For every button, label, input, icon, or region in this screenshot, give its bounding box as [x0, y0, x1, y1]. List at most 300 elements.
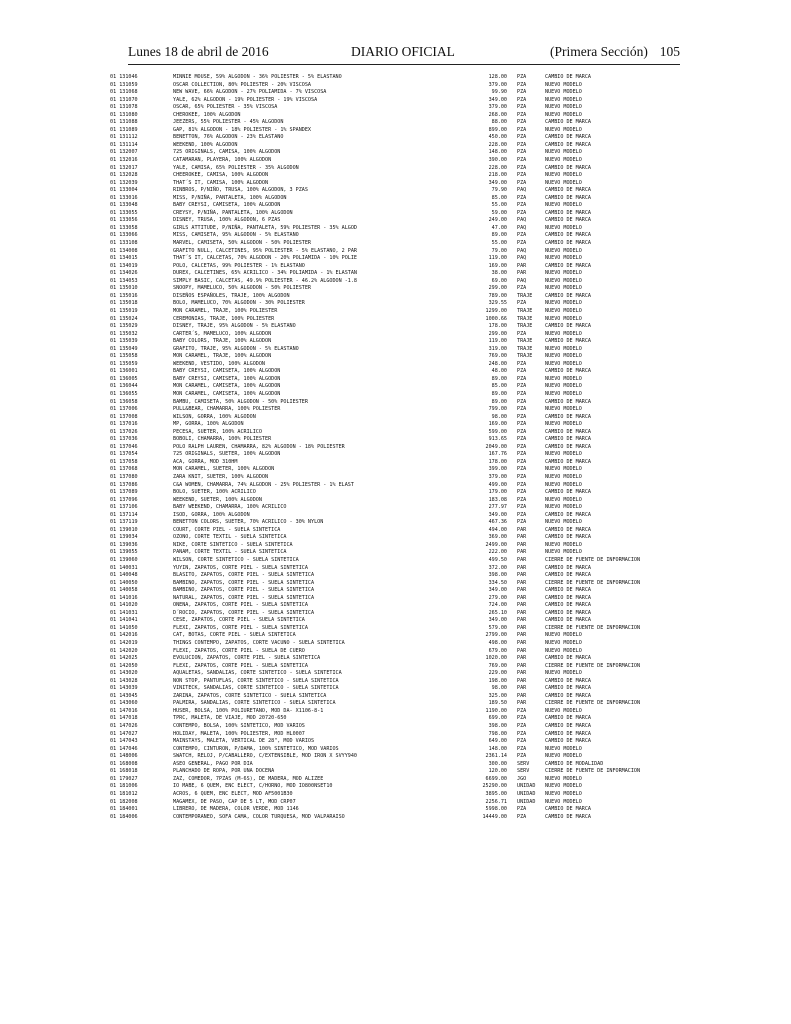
product-description: BOLO, MAMELUCO, 70% ALGODON - 30% POLIESTER — [173, 300, 305, 307]
publication-title: DIARIO OFICIAL — [351, 44, 455, 59]
list-item — [100, 806, 790, 814]
product-description: BENETTON COLORS, SUETER, 70% ACRILICO - 30% NYLON — [173, 519, 324, 526]
observation: CAMBIO DE MARCA — [545, 443, 592, 450]
list-item — [100, 474, 790, 482]
product-code: 01 131070 — [110, 96, 138, 103]
observation: CAMBIO DE MARCA — [545, 368, 592, 375]
observation: CAMBIO DE MARCA — [545, 209, 592, 216]
product-code: 01 133004 — [110, 187, 138, 194]
list-item — [100, 814, 790, 822]
observation: CAMBIO DE MARCA — [545, 398, 592, 405]
product-description: FLEXI, ZAPATOS, CORTE PIEL - SUELA SINTETICA — [173, 662, 308, 669]
product-description: DISEÑOS ESPAÑOLES, TRAJE, 100% ALGODON — [173, 292, 290, 299]
list-item — [100, 74, 790, 82]
product-description: IO MABE, 6 QUEM, ENC ELECT, C/HORNO, MOD IO800NSET10 — [173, 783, 333, 790]
unit: PZA — [517, 111, 527, 118]
product-description: 725 ORIGINALS, CAMISA, 100% ALGODON — [173, 149, 281, 156]
observation: NUEVO MODELO — [545, 466, 582, 473]
price: 25290.00 — [482, 783, 507, 790]
product-description: GRAFITO, TRAJE, 95% ALGODON - 5% ELASTANO — [173, 345, 299, 352]
product-code: 01 137068 — [110, 466, 138, 473]
unit: PZA — [517, 504, 527, 511]
observation: NUEVO MODELO — [545, 745, 582, 752]
list-item — [100, 497, 790, 505]
product-description: GRAFITO NULL, CALCETINES, 95% POLIESTER - 5% ELASTANO, 2 PAR — [173, 247, 358, 254]
unit: PAQ — [517, 217, 527, 224]
product-code: 01 137046 — [110, 443, 138, 450]
unit: PZA — [517, 179, 527, 186]
list-item — [100, 195, 790, 203]
price: 59.00 — [491, 209, 507, 216]
product-code: 01 137006 — [110, 406, 138, 413]
observation: NUEVO MODELO — [545, 285, 582, 292]
unit: PAQ — [517, 255, 527, 262]
unit: PZA — [517, 81, 527, 88]
product-code: 01 147046 — [110, 745, 138, 752]
product-code: 01 134015 — [110, 255, 138, 262]
unit: PZA — [517, 149, 527, 156]
list-item — [100, 632, 790, 640]
price: 148.00 — [488, 149, 507, 156]
list-item — [100, 572, 790, 580]
observation: CIERRE DE FUENTE DE INFORMACION — [545, 557, 641, 563]
unit: TRAJE — [517, 315, 533, 322]
list-item — [100, 82, 790, 90]
product-code: 01 142025 — [110, 655, 138, 662]
observation: NUEVO MODELO — [545, 383, 582, 390]
list-item — [100, 248, 790, 256]
unit: PAR — [517, 624, 527, 631]
product-code: 01 131089 — [110, 126, 138, 133]
product-description: PULL&BEAR, CHAMARRA, 100% POLIESTER — [173, 406, 281, 413]
page-header — [128, 44, 680, 62]
unit: PAR — [517, 647, 527, 654]
price: 55.00 — [491, 202, 507, 209]
price: 85.00 — [491, 383, 507, 390]
unit: PZA — [517, 285, 527, 292]
unit: PAR — [517, 572, 527, 579]
product-code: 01 139036 — [110, 541, 138, 548]
product-code: 01 137089 — [110, 489, 138, 496]
product-description: BAMBU, CAMISETA, 50% ALGODON - 50% POLIESTER — [173, 398, 308, 405]
product-description: BABY COLORS, TRAJE, 100% ALGODON — [173, 338, 272, 345]
price: 169.00 — [488, 262, 507, 269]
unit: PAR — [517, 526, 527, 533]
price: 299.00 — [488, 330, 507, 337]
product-code: 01 139034 — [110, 534, 138, 541]
unit: PZA — [517, 496, 527, 503]
product-code: 01 137016 — [110, 421, 138, 428]
list-item — [100, 761, 790, 769]
product-code: 01 136058 — [110, 398, 138, 405]
observation: CAMBIO DE MARCA — [545, 692, 592, 699]
list-item — [100, 610, 790, 618]
product-description: SIMPLY BASIC, CALCETAS, 49.9% POLIESTER - 46.2% ALGODON -1.8 — [173, 277, 358, 284]
price: 167.76 — [488, 451, 507, 458]
observation: CAMBIO DE MARCA — [545, 119, 592, 126]
product-code: 01 131046 — [110, 74, 138, 80]
list-item — [100, 466, 790, 474]
observation: NUEVO MODELO — [545, 202, 582, 209]
unit: PAR — [517, 602, 527, 609]
product-description: THAT´S IT, CALCETAS, 70% ALGODON - 20% POLIAMIDA - 10% POLIE — [173, 255, 358, 262]
list-item — [100, 655, 790, 663]
observation: CAMBIO DE MARCA — [545, 436, 592, 443]
product-description: ZARINA, ZAPATOS, CORTE SINTETICO - SUELA SINTETICA — [173, 692, 327, 699]
product-code: 01 179027 — [110, 775, 138, 782]
observation: NUEVO MODELO — [545, 670, 582, 677]
observation: NUEVO MODELO — [545, 255, 582, 262]
product-code: 01 184006 — [110, 813, 138, 820]
product-description: DISNEY, TRUSA, 100% ALGODON, 6 PZAS — [173, 217, 281, 224]
observation: CAMBIO DE MARCA — [545, 594, 592, 601]
product-code: 01 132017 — [110, 164, 138, 171]
observation: CAMBIO DE MARCA — [545, 723, 592, 730]
product-description: OZONO, CORTE TEXTIL - SUELA SINTETICA — [173, 534, 287, 541]
product-code: 01 141020 — [110, 602, 138, 609]
price: 300.00 — [488, 760, 507, 767]
price: 14449.00 — [482, 813, 507, 820]
price: 183.08 — [488, 496, 507, 503]
list-item — [100, 255, 790, 263]
product-description: YUYIN, ZAPATOS, CORTE PIEL - SUELA SINTETICA — [173, 564, 308, 571]
observation: NUEVO MODELO — [545, 330, 582, 337]
product-description: OSCAR, 65% POLIESTER - 35% VISCOSA — [173, 104, 278, 111]
product-description: MON CARAMEL, CAMISETA, 100% ALGODON — [173, 390, 281, 397]
observation: NUEVO MODELO — [545, 375, 582, 382]
unit: PZA — [517, 413, 527, 420]
observation: CAMBIO DE MARCA — [545, 187, 592, 194]
unit: PZA — [517, 745, 527, 752]
product-description: COURT, CORTE PIEL - SUELA SINTETICA — [173, 526, 281, 533]
unit: PAR — [517, 685, 527, 692]
product-description: WEEKEND, VESTIDO, 100% ALGODON — [173, 360, 266, 367]
unit: SERV — [517, 768, 530, 775]
unit: PAQ — [517, 247, 527, 254]
product-description: ACROS, 6 QUEM, ENC ELECT, MOD AF5001B30 — [173, 790, 293, 797]
observation: CAMBIO DE MARCA — [545, 338, 592, 345]
unit: PZA — [517, 730, 527, 737]
product-code: 01 142020 — [110, 647, 138, 654]
product-code: 01 137036 — [110, 436, 138, 443]
price: 379.00 — [488, 81, 507, 88]
product-description: MINNIE MOUSE, 59% ALGODON - 36% POLIESTER - 5% ELASTANO — [173, 74, 342, 80]
price-list — [100, 74, 790, 821]
list-item — [100, 240, 790, 248]
list-item — [100, 776, 790, 784]
product-description: DISNEY, TRAJE, 95% ALGODON - 5% ELASTANO — [173, 323, 296, 330]
product-description: NON STOP, PANTUFLAS, CORTE SINTETICO - SUELA SINTETICA — [173, 677, 339, 684]
product-description: BOBOLI, CHAMARRA, 100% POLIESTER — [173, 436, 272, 443]
price: 329.55 — [488, 300, 507, 307]
unit: PZA — [517, 443, 527, 450]
product-code: 01 134026 — [110, 270, 138, 277]
price: 649.00 — [488, 738, 507, 745]
product-description: D´ROCIO, ZAPATOS, CORTE PIEL - SUELA SINTETICA — [173, 609, 315, 616]
price: 789.00 — [488, 292, 507, 299]
price: 222.00 — [488, 549, 507, 556]
list-item — [100, 512, 790, 520]
unit: PZA — [517, 458, 527, 465]
list-item — [100, 368, 790, 376]
list-item — [100, 617, 790, 625]
price: 178.00 — [488, 458, 507, 465]
unit: PZA — [517, 738, 527, 745]
unit: TRAJE — [517, 307, 533, 314]
list-item — [100, 376, 790, 384]
list-item — [100, 399, 790, 407]
observation: NUEVO MODELO — [545, 172, 582, 179]
observation: CIERRE DE FUENTE DE INFORMACION — [545, 579, 641, 586]
observation: CAMBIO DE MARCA — [545, 813, 592, 820]
observation: NUEVO MODELO — [545, 481, 582, 488]
observation: NUEVO MODELO — [545, 798, 582, 805]
product-description: AQUALETAS, SANDALIAS, CORTE SINTETICO - SUELA SINTETICA — [173, 670, 342, 677]
product-description: SNOOPY, MAMELUCO, 50% ALGODON - 50% POLIESTER — [173, 285, 312, 292]
product-code: 01 147016 — [110, 707, 138, 714]
observation: NUEVO MODELO — [545, 353, 582, 360]
product-code: 01 140058 — [110, 587, 138, 594]
observation: NUEVO MODELO — [545, 315, 582, 322]
list-item — [100, 285, 790, 293]
list-item — [100, 217, 790, 225]
product-code: 01 182008 — [110, 798, 138, 805]
list-item — [100, 625, 790, 633]
observation: CIERRE DE FUENTE DE INFORMACION — [545, 662, 641, 669]
price: 85.00 — [491, 194, 507, 201]
unit: PAR — [517, 677, 527, 684]
unit: PZA — [517, 300, 527, 307]
list-item — [100, 549, 790, 557]
price: 399.00 — [488, 466, 507, 473]
product-code: 01 135032 — [110, 330, 138, 337]
list-item — [100, 648, 790, 656]
product-description: PALMIRA, SANDALIAS, CORTE SINTETICO - SUELA SINTETICA — [173, 700, 336, 707]
list-item — [100, 232, 790, 240]
list-item — [100, 414, 790, 422]
price: 89.00 — [491, 390, 507, 397]
product-code: 01 131078 — [110, 104, 138, 111]
unit: PAQ — [517, 224, 527, 231]
observation: NUEVO MODELO — [545, 647, 582, 654]
product-code: 01 134019 — [110, 262, 138, 269]
unit: PZA — [517, 368, 527, 375]
product-code: 01 133016 — [110, 194, 138, 201]
product-description: CEREMONIAS, TRAJE, 100% POLIESTER — [173, 315, 275, 322]
product-description: 725 ORIGINALS, SUETER, 100% ALGODON — [173, 451, 281, 458]
price: 198.00 — [488, 677, 507, 684]
list-item — [100, 338, 790, 346]
product-code: 01 133066 — [110, 232, 138, 239]
list-item — [100, 157, 790, 165]
product-description: MON CARAMEL, SUETER, 100% ALGODON — [173, 466, 275, 473]
price: 769.00 — [488, 353, 507, 360]
product-description: VINITECK, SANDALIAS, CORTE SINTETICO - SUELA SINTETICA — [173, 685, 339, 692]
price: 769.00 — [488, 662, 507, 669]
product-description: WILSON, GORRA, 100% ALGODON — [173, 413, 256, 420]
list-item — [100, 263, 790, 271]
product-code: 01 143060 — [110, 700, 138, 707]
product-description: SWATCH, RELOJ, P/CABALLERO, C/EXTENSIBLE, MOD IRON X SVYY940 — [173, 753, 358, 760]
list-item — [100, 459, 790, 467]
observation: CIERRE DE FUENTE DE INFORMACION — [545, 768, 641, 775]
unit: UNIDAD — [517, 790, 536, 797]
list-item — [100, 451, 790, 459]
product-code: 01 141016 — [110, 594, 138, 601]
unit: PZA — [517, 104, 527, 111]
product-code: 01 133048 — [110, 202, 138, 209]
product-code: 01 135049 — [110, 345, 138, 352]
unit: PZA — [517, 209, 527, 216]
observation: CAMBIO DE MARCA — [545, 587, 592, 594]
observation: CAMBIO DE MARCA — [545, 677, 592, 684]
unit: PAR — [517, 700, 527, 707]
product-code: 01 135039 — [110, 338, 138, 345]
product-description: MON CARAMEL, CAMISETA, 100% ALGODON — [173, 383, 281, 390]
product-description: FLEXI, ZAPATOS, CORTE PIEL - SUELA SINTETICA — [173, 624, 308, 631]
product-code: 01 141041 — [110, 617, 138, 624]
price: 229.00 — [488, 670, 507, 677]
list-item — [100, 768, 790, 776]
list-item — [100, 323, 790, 331]
list-item — [100, 595, 790, 603]
list-item — [100, 406, 790, 414]
product-code: 01 184001 — [110, 806, 138, 813]
product-code: 01 143020 — [110, 670, 138, 677]
list-item — [100, 783, 790, 791]
price: 467.36 — [488, 519, 507, 526]
price: 79.00 — [491, 247, 507, 254]
product-description: BABY WEEKEND, CHAMARRA, 100% ACRILICO — [173, 504, 287, 511]
product-description: ASEO GENERAL, PAGO POR DIA — [173, 760, 253, 767]
price: 325.00 — [488, 692, 507, 699]
product-description: BABY CREYSI, CAMISETA, 100% ALGODON — [173, 375, 281, 382]
product-description: HOLIDAY, MALETA, 100% POLIESTER, MOD HL0007 — [173, 730, 305, 737]
unit: PAR — [517, 587, 527, 594]
unit: PZA — [517, 489, 527, 496]
price: 279.00 — [488, 594, 507, 601]
product-code: 01 137119 — [110, 519, 138, 526]
price: 38.00 — [491, 270, 507, 277]
section-label: (Primera Sección) — [550, 44, 648, 59]
unit: TRAJE — [517, 338, 533, 345]
list-item — [100, 142, 790, 150]
product-code: 01 147026 — [110, 723, 138, 730]
price: 119.00 — [488, 255, 507, 262]
unit: PZA — [517, 232, 527, 239]
price: 299.00 — [488, 285, 507, 292]
list-item — [100, 270, 790, 278]
observation: NUEVO MODELO — [545, 496, 582, 503]
product-code: 01 148006 — [110, 753, 138, 760]
product-code: 01 181006 — [110, 783, 138, 790]
observation: NUEVO MODELO — [545, 790, 582, 797]
price: 2256.71 — [485, 798, 507, 805]
unit: PAR — [517, 549, 527, 556]
list-item — [100, 391, 790, 399]
product-description: ISOD, GORRA, 100% ALGODON — [173, 511, 250, 518]
product-description: MAINSTAYS, MALETA, VERTICAL DE 28", MOD VARIOS — [173, 738, 315, 745]
product-description: MISS, P/NIÑA, PANTALETA, 100% ALGODON — [173, 194, 287, 201]
price: 499.50 — [488, 557, 507, 563]
price: 498.00 — [488, 640, 507, 647]
list-item — [100, 149, 790, 157]
product-code: 01 142016 — [110, 632, 138, 639]
price: 89.00 — [491, 398, 507, 405]
price: 699.00 — [488, 715, 507, 722]
list-item — [100, 187, 790, 195]
list-item — [100, 685, 790, 693]
list-item — [100, 708, 790, 716]
observation: CIERRE DE FUENTE DE INFORMACION — [545, 624, 641, 631]
list-item — [100, 731, 790, 739]
product-code: 01 147043 — [110, 738, 138, 745]
price: 169.00 — [488, 421, 507, 428]
product-code: 01 131068 — [110, 89, 138, 96]
observation: CAMBIO DE MARCA — [545, 262, 592, 269]
unit: PZA — [517, 421, 527, 428]
price: 55.00 — [491, 240, 507, 247]
product-description: YALE, 62% ALGODON - 19% POLIESTER - 19% VISCOSA — [173, 96, 318, 103]
price: 450.00 — [488, 134, 507, 141]
list-item — [100, 693, 790, 701]
price: 98.00 — [491, 413, 507, 420]
product-description: OSCAR COLLECTION, 80% POLIESTER - 20% VISCOSA — [173, 81, 312, 88]
list-item — [100, 421, 790, 429]
product-description: BAMBINO, ZAPATOS, CORTE PIEL - SUELA SINTETICA — [173, 587, 315, 594]
product-code: 01 137054 — [110, 451, 138, 458]
observation: CIERRE DE FUENTE DE INFORMACION — [545, 700, 641, 707]
price: 334.50 — [488, 579, 507, 586]
unit: PZA — [517, 172, 527, 179]
product-code: 01 143039 — [110, 685, 138, 692]
list-item — [100, 353, 790, 361]
product-code: 01 140048 — [110, 572, 138, 579]
observation: NUEVO MODELO — [545, 406, 582, 413]
product-code: 01 137058 — [110, 458, 138, 465]
product-code: 01 137114 — [110, 511, 138, 518]
unit: PZA — [517, 96, 527, 103]
price: 390.00 — [488, 157, 507, 164]
price: 349.00 — [488, 511, 507, 518]
list-item — [100, 436, 790, 444]
price: 349.00 — [488, 587, 507, 594]
header-rule — [128, 64, 680, 65]
price: 268.00 — [488, 111, 507, 118]
product-description: PLANCHADO DE ROPA, POR UNA DOCENA — [173, 768, 275, 775]
observation: CAMBIO DE MARCA — [545, 572, 592, 579]
unit: PAR — [517, 662, 527, 669]
unit: PZA — [517, 141, 527, 148]
price: 98.00 — [491, 685, 507, 692]
product-code: 01 139055 — [110, 549, 138, 556]
product-description: BOLO, SUETER, 100% ACRILICO — [173, 489, 256, 496]
observation: NUEVO MODELO — [545, 307, 582, 314]
product-code: 01 131059 — [110, 81, 138, 88]
price: 119.00 — [488, 338, 507, 345]
product-code: 01 143028 — [110, 677, 138, 684]
unit: PZA — [517, 813, 527, 820]
unit: PAR — [517, 579, 527, 586]
product-description: MAGAMEX, DE PASO, CAP DE 5 LT, MOD CRP07 — [173, 798, 296, 805]
product-code: 01 131112 — [110, 134, 138, 141]
price: 494.00 — [488, 526, 507, 533]
list-item — [100, 293, 790, 301]
product-code: 01 140050 — [110, 579, 138, 586]
list-item — [100, 316, 790, 324]
product-code: 01 136005 — [110, 375, 138, 382]
list-item — [100, 587, 790, 595]
